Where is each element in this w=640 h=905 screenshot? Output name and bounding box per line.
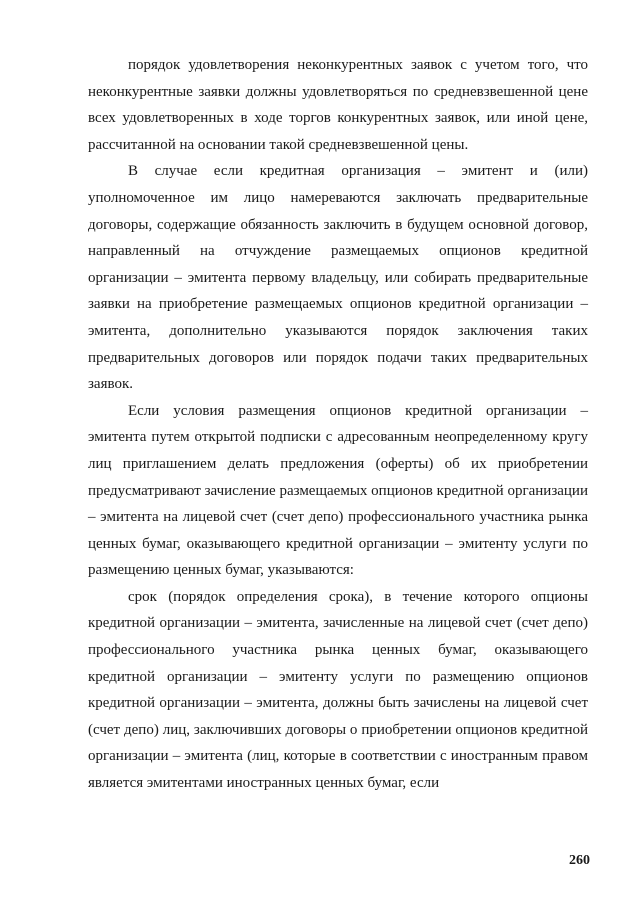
paragraph-continuation: порядок удовлетворения неконкурентных заявок с учетом того, что неконкурентные заявки должны удовлетворяться по средневзвешенной цене всех удовлетворенных в ходе торгов конкурентных заявок, или иной цене, рассчитанной на основании такой средневзвешенной цены. <box>88 57 588 153</box>
paragraph-open-subscription: Если условия размещения опционов кредитной организации – эмитента путем открытой подписки с адресованным неопределенному кругу лиц приглашением делать предложения (оферты) об их приобретении предусматривают зачисление размещаемых опционов кредитной организации – эмитента на лицевой счет (счет депо) профессионального участника рынка ценных бумаг, оказывающего кредитной организации – эмитенту услуги по размещению ценных бумаг, указываются: <box>88 402 588 579</box>
paragraph-term-of-crediting: срок (порядок определения срока), в течение которого опционы кредитной организации – эмитента, зачисленные на лицевой счет (счет депо) профессионального участника рынка ценных бумаг, оказывающего кредитной организации – эмитенту услуги по размещению опционов кредитной организации – эмитента, должны быть зачислены на лицевой счет (счет депо) лиц, заключивших договоры о приобретении опционов кредитной организации – эмитента (лиц, которые в соответствии с иностранным правом является эмитентами иностранных ценных бумаг, если <box>88 588 588 792</box>
page-body <box>88 52 588 797</box>
paragraph-preliminary-contracts: В случае если кредитная организация – эмитент и (или) уполномоченное им лицо намереваются заключать предварительные договоры, содержащие обязанность заключить в будущем основной договор, направленный на отчуждение размещаемых опционов кредитной организации – эмитента первому владельцу, или собирать предварительные заявки на приобретение размещаемых опционов кредитной организации – эмитента, дополнительно указываются порядок заключения таких предварительных договоров или порядок подачи таких предварительных заявок. <box>88 163 588 393</box>
page-number: 260 <box>569 853 590 868</box>
